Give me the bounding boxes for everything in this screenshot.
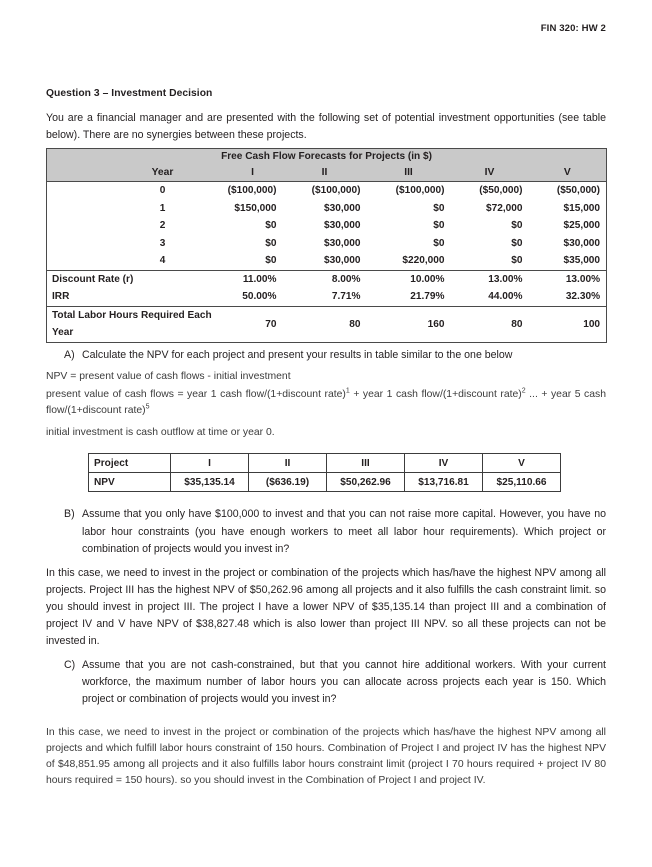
- col-header-project-5: V: [529, 164, 607, 182]
- row-spacer: [47, 235, 103, 253]
- part-b-answer: In this case, we need to invest in the project or combination of the projects which has/have the highest NPV among all projects. Project III has the highest NPV of $50,262.96 among all projects and it also fulfills the cash constraint limit. so you should invest in project III. The project I have a lower NPV of $35,135.14 than project III and a combination of project IV and V have NPV of $38,827.48 which is also lower than project III NPV. so all these projects can not be invested in.: [46, 566, 606, 648]
- cash-flow-table: [46, 148, 607, 343]
- table-row: [47, 217, 607, 235]
- table-row-discount-rate: [47, 270, 607, 288]
- cash-flow-table-caption: Free Cash Flow Forecasts for Projects (in $): [47, 149, 607, 165]
- cell-value: $0: [511, 237, 523, 249]
- cell-value: $35,000: [563, 255, 601, 267]
- part-b-prompt: Assume that you only have $100,000 to invest and that you can not raise more capital. However, you have no labor hour constraints (you have enough workers to meet all labor hour requirements). Which project or combination of projects would you invest in?: [82, 508, 606, 556]
- cell-value: $0: [433, 220, 445, 232]
- cell-value: 80: [511, 318, 523, 330]
- cell-value: $0: [265, 255, 277, 267]
- cell-value: 7.71%: [331, 291, 361, 303]
- cell-value: 160: [427, 318, 445, 330]
- question-title: Question 3 – Investment Decision: [46, 88, 213, 99]
- cell-value: $30,000: [324, 237, 361, 249]
- npv-table-header-row: [89, 454, 561, 473]
- cell-value: 70: [265, 318, 277, 330]
- npv-row-label-project: Project: [89, 454, 171, 473]
- npv-value-2: ($636.19): [249, 473, 327, 492]
- cell-value: $0: [265, 237, 277, 249]
- table-row: [47, 182, 607, 200]
- npv-table-value-row: [89, 473, 561, 492]
- npv-value-1: $35,135.14: [171, 473, 249, 492]
- part-c-marker: C): [64, 658, 76, 671]
- part-b-item: [46, 506, 606, 558]
- npv-col-header-4: IV: [405, 454, 483, 473]
- table-row: [47, 235, 607, 253]
- table-row-labor-hours: [47, 306, 607, 342]
- part-b-marker: B): [64, 508, 75, 521]
- question-intro: You are a financial manager and are presented with the following set of potential investment opportunities (see table below). There are no synergies between these projects.: [46, 112, 606, 142]
- col-header-spacer: [47, 164, 103, 182]
- cash-flow-year-rows: [47, 182, 607, 271]
- part-a-item: [46, 347, 606, 364]
- initial-investment-line: initial investment is cash outflow at time or year 0.: [46, 427, 275, 439]
- cell-value: 50.00%: [242, 291, 277, 303]
- col-header-project-4: IV: [451, 164, 529, 182]
- npv-value-3: $50,262.96: [327, 473, 405, 492]
- pv-formula-exponent-2: 2: [521, 387, 526, 395]
- cell-value: $220,000: [402, 255, 445, 267]
- running-head: FIN 320: HW 2: [540, 23, 606, 34]
- cell-value: $30,000: [563, 237, 601, 249]
- part-a-prompt: Calculate the NPV for each project and present your results in table similar to the one below: [82, 348, 513, 361]
- row-label-discount-rate: Discount Rate (r): [52, 273, 134, 285]
- cell-value: $0: [433, 202, 445, 214]
- cell-year: 0: [159, 185, 166, 197]
- page-content: [46, 0, 606, 789]
- part-c-item: [46, 657, 606, 709]
- cell-value: 13.00%: [565, 273, 601, 285]
- row-spacer: [47, 200, 103, 218]
- pv-formula-pre: present value of cash flows = year 1 cash flow/(1+discount rate): [46, 389, 346, 401]
- row-spacer: [47, 252, 103, 270]
- cell-value: $30,000: [324, 255, 361, 267]
- col-header-year: Year: [103, 164, 223, 182]
- cell-value: $30,000: [324, 220, 361, 232]
- pv-formula-exponent-1: 1: [345, 387, 350, 395]
- cell-value: ($50,000): [479, 185, 523, 197]
- cell-value: 100: [583, 318, 601, 330]
- table-caption-row: [47, 149, 607, 165]
- row-spacer: [47, 182, 103, 200]
- cell-value: ($50,000): [556, 185, 601, 197]
- cell-year: 3: [159, 237, 166, 249]
- cell-value: 11.00%: [242, 273, 277, 285]
- npv-value-4: $13,716.81: [405, 473, 483, 492]
- table-row: [47, 252, 607, 270]
- row-label-irr: IRR: [52, 291, 70, 303]
- cell-year: 4: [159, 255, 166, 267]
- pv-formula-line: [46, 387, 606, 419]
- column-header-row: [47, 164, 607, 182]
- npv-definition-line: NPV = present value of cash flows - initial investment: [46, 371, 291, 383]
- npv-row-label-npv: NPV: [89, 473, 171, 492]
- col-header-project-3: III: [367, 164, 451, 182]
- table-row-irr: [47, 288, 607, 306]
- part-c-answer: In this case, we need to invest in the project or combination of the projects which has/have the highest NPV among all projects and which fulfill labor hours constraint of 150 hours. Combination of Project I and project IV has the highest NPV of $48,851.95 among all projects and it also fulfills labor hours constraint limit (project I 70 hours required + project IV 80 hours required = 150 hours). so you should invest in the Combination of Project I and project IV.: [46, 726, 606, 786]
- npv-results-table: [88, 453, 561, 492]
- col-header-project-2: II: [283, 164, 367, 182]
- cash-flow-rate-rows: [47, 270, 607, 306]
- part-a-marker: A): [64, 348, 75, 361]
- pv-formula-tail: ... + year 5 cash flow/(1+discount rate): [46, 389, 606, 417]
- cell-value: ($100,000): [395, 185, 445, 197]
- npv-value-5: $25,110.66: [483, 473, 561, 492]
- cell-value: $0: [265, 220, 277, 232]
- cell-value: ($100,000): [311, 185, 361, 197]
- cell-value: $72,000: [486, 202, 523, 214]
- cell-value: 80: [349, 318, 361, 330]
- cell-value: $0: [511, 220, 523, 232]
- col-header-project-1: I: [223, 164, 283, 182]
- cell-year: 1: [159, 202, 166, 214]
- cell-value: 44.00%: [488, 291, 523, 303]
- cell-value: 8.00%: [331, 273, 361, 285]
- cell-value: $0: [511, 255, 523, 267]
- cell-value: $25,000: [563, 220, 601, 232]
- cell-value: ($100,000): [227, 185, 277, 197]
- cell-value: $15,000: [563, 202, 601, 214]
- cash-flow-labor-row: [47, 306, 607, 342]
- cell-value: $0: [433, 237, 445, 249]
- npv-col-header-2: II: [249, 454, 327, 473]
- part-c-prompt: Assume that you are not cash-constrained, but that you cannot hire additional workers. With your current workforce, the maximum number of labor hours you can allocate across projects each year is 150. Which project or combination of projects would you invest in?: [82, 658, 606, 706]
- cell-value: 10.00%: [410, 273, 445, 285]
- cell-value: $30,000: [324, 202, 361, 214]
- npv-col-header-5: V: [483, 454, 561, 473]
- cell-value: 13.00%: [488, 273, 523, 285]
- cash-flow-table-head: [47, 149, 607, 182]
- npv-col-header-1: I: [171, 454, 249, 473]
- cell-value: 32.30%: [565, 291, 601, 303]
- row-label-labor-hours: Total Labor Hours Required Each Year: [52, 309, 212, 339]
- cell-value: 21.79%: [410, 291, 445, 303]
- pv-formula-mid: + year 1 cash flow/(1+discount rate): [349, 389, 522, 401]
- cell-year: 2: [159, 220, 166, 232]
- table-row: [47, 200, 607, 218]
- pv-formula-exponent-3: 5: [145, 403, 150, 411]
- part-a-answer: [46, 368, 606, 441]
- row-spacer: [47, 217, 103, 235]
- cell-value: $150,000: [234, 202, 277, 214]
- npv-col-header-3: III: [327, 454, 405, 473]
